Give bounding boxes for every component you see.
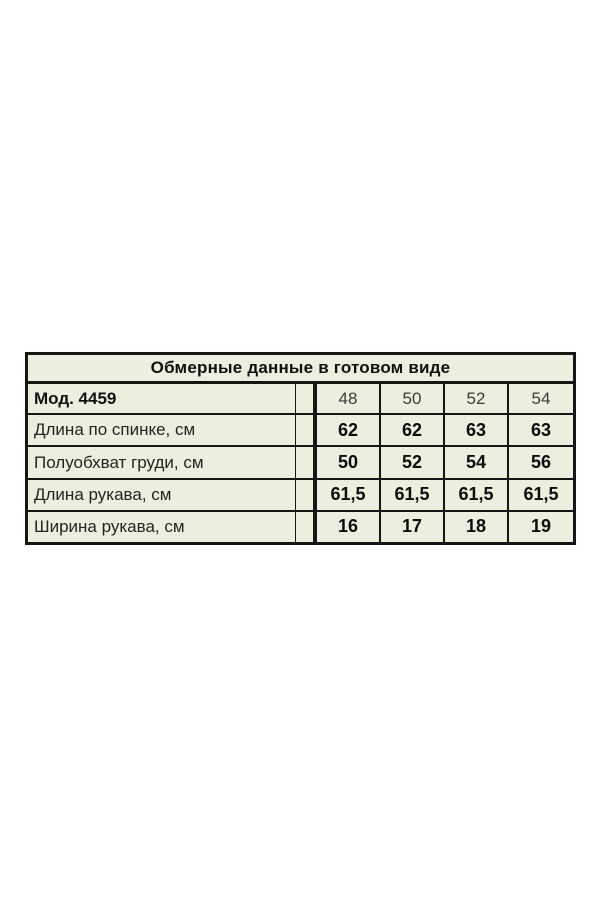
spacer-cell xyxy=(296,480,317,510)
cell-value: 56 xyxy=(530,452,552,472)
table-row-sleeve-width xyxy=(28,512,573,542)
cell-value: 61,5 xyxy=(445,480,509,510)
spacer-cell xyxy=(296,447,317,477)
cell-value: 63 xyxy=(530,419,552,440)
cell-value: 62 xyxy=(381,415,445,445)
table-row-back-length xyxy=(28,415,573,447)
cell-value: 17 xyxy=(381,512,445,542)
cell-value: 16 xyxy=(317,512,381,542)
cell-value: 61,5 xyxy=(381,480,445,510)
measurement-table xyxy=(25,352,576,545)
size-header-48: 48 xyxy=(317,384,381,413)
table-title: Обмерные данные в готовом виде xyxy=(28,355,573,384)
table-row-model xyxy=(28,384,573,415)
row-label: Длина рукава, см xyxy=(28,480,296,510)
row-label: Полуобхват груди, см xyxy=(28,447,296,477)
spacer-cell xyxy=(296,384,317,413)
row-label: Длина по спинке, см xyxy=(28,415,296,445)
cell-value: 52 xyxy=(381,447,445,477)
size-header-54: 54 xyxy=(531,388,551,408)
cell-value: 62 xyxy=(317,415,381,445)
cell-value: 63 xyxy=(445,415,509,445)
model-label: Мод. 4459 xyxy=(28,384,296,413)
size-header-50: 50 xyxy=(381,384,445,413)
cell-value: 19 xyxy=(530,516,552,537)
cell-value: 54 xyxy=(445,447,509,477)
cell-value: 50 xyxy=(317,447,381,477)
spacer-cell xyxy=(296,512,317,542)
cell-value: 18 xyxy=(445,512,509,542)
cell-value: 61,5 xyxy=(317,480,381,510)
spacer-cell xyxy=(296,415,317,445)
cell-value: 61,5 xyxy=(523,484,559,505)
table-row-sleeve-length xyxy=(28,480,573,512)
size-header-52: 52 xyxy=(445,384,509,413)
table-row-chest-halfgirth xyxy=(28,447,573,479)
row-label: Ширина рукава, см xyxy=(28,512,296,542)
